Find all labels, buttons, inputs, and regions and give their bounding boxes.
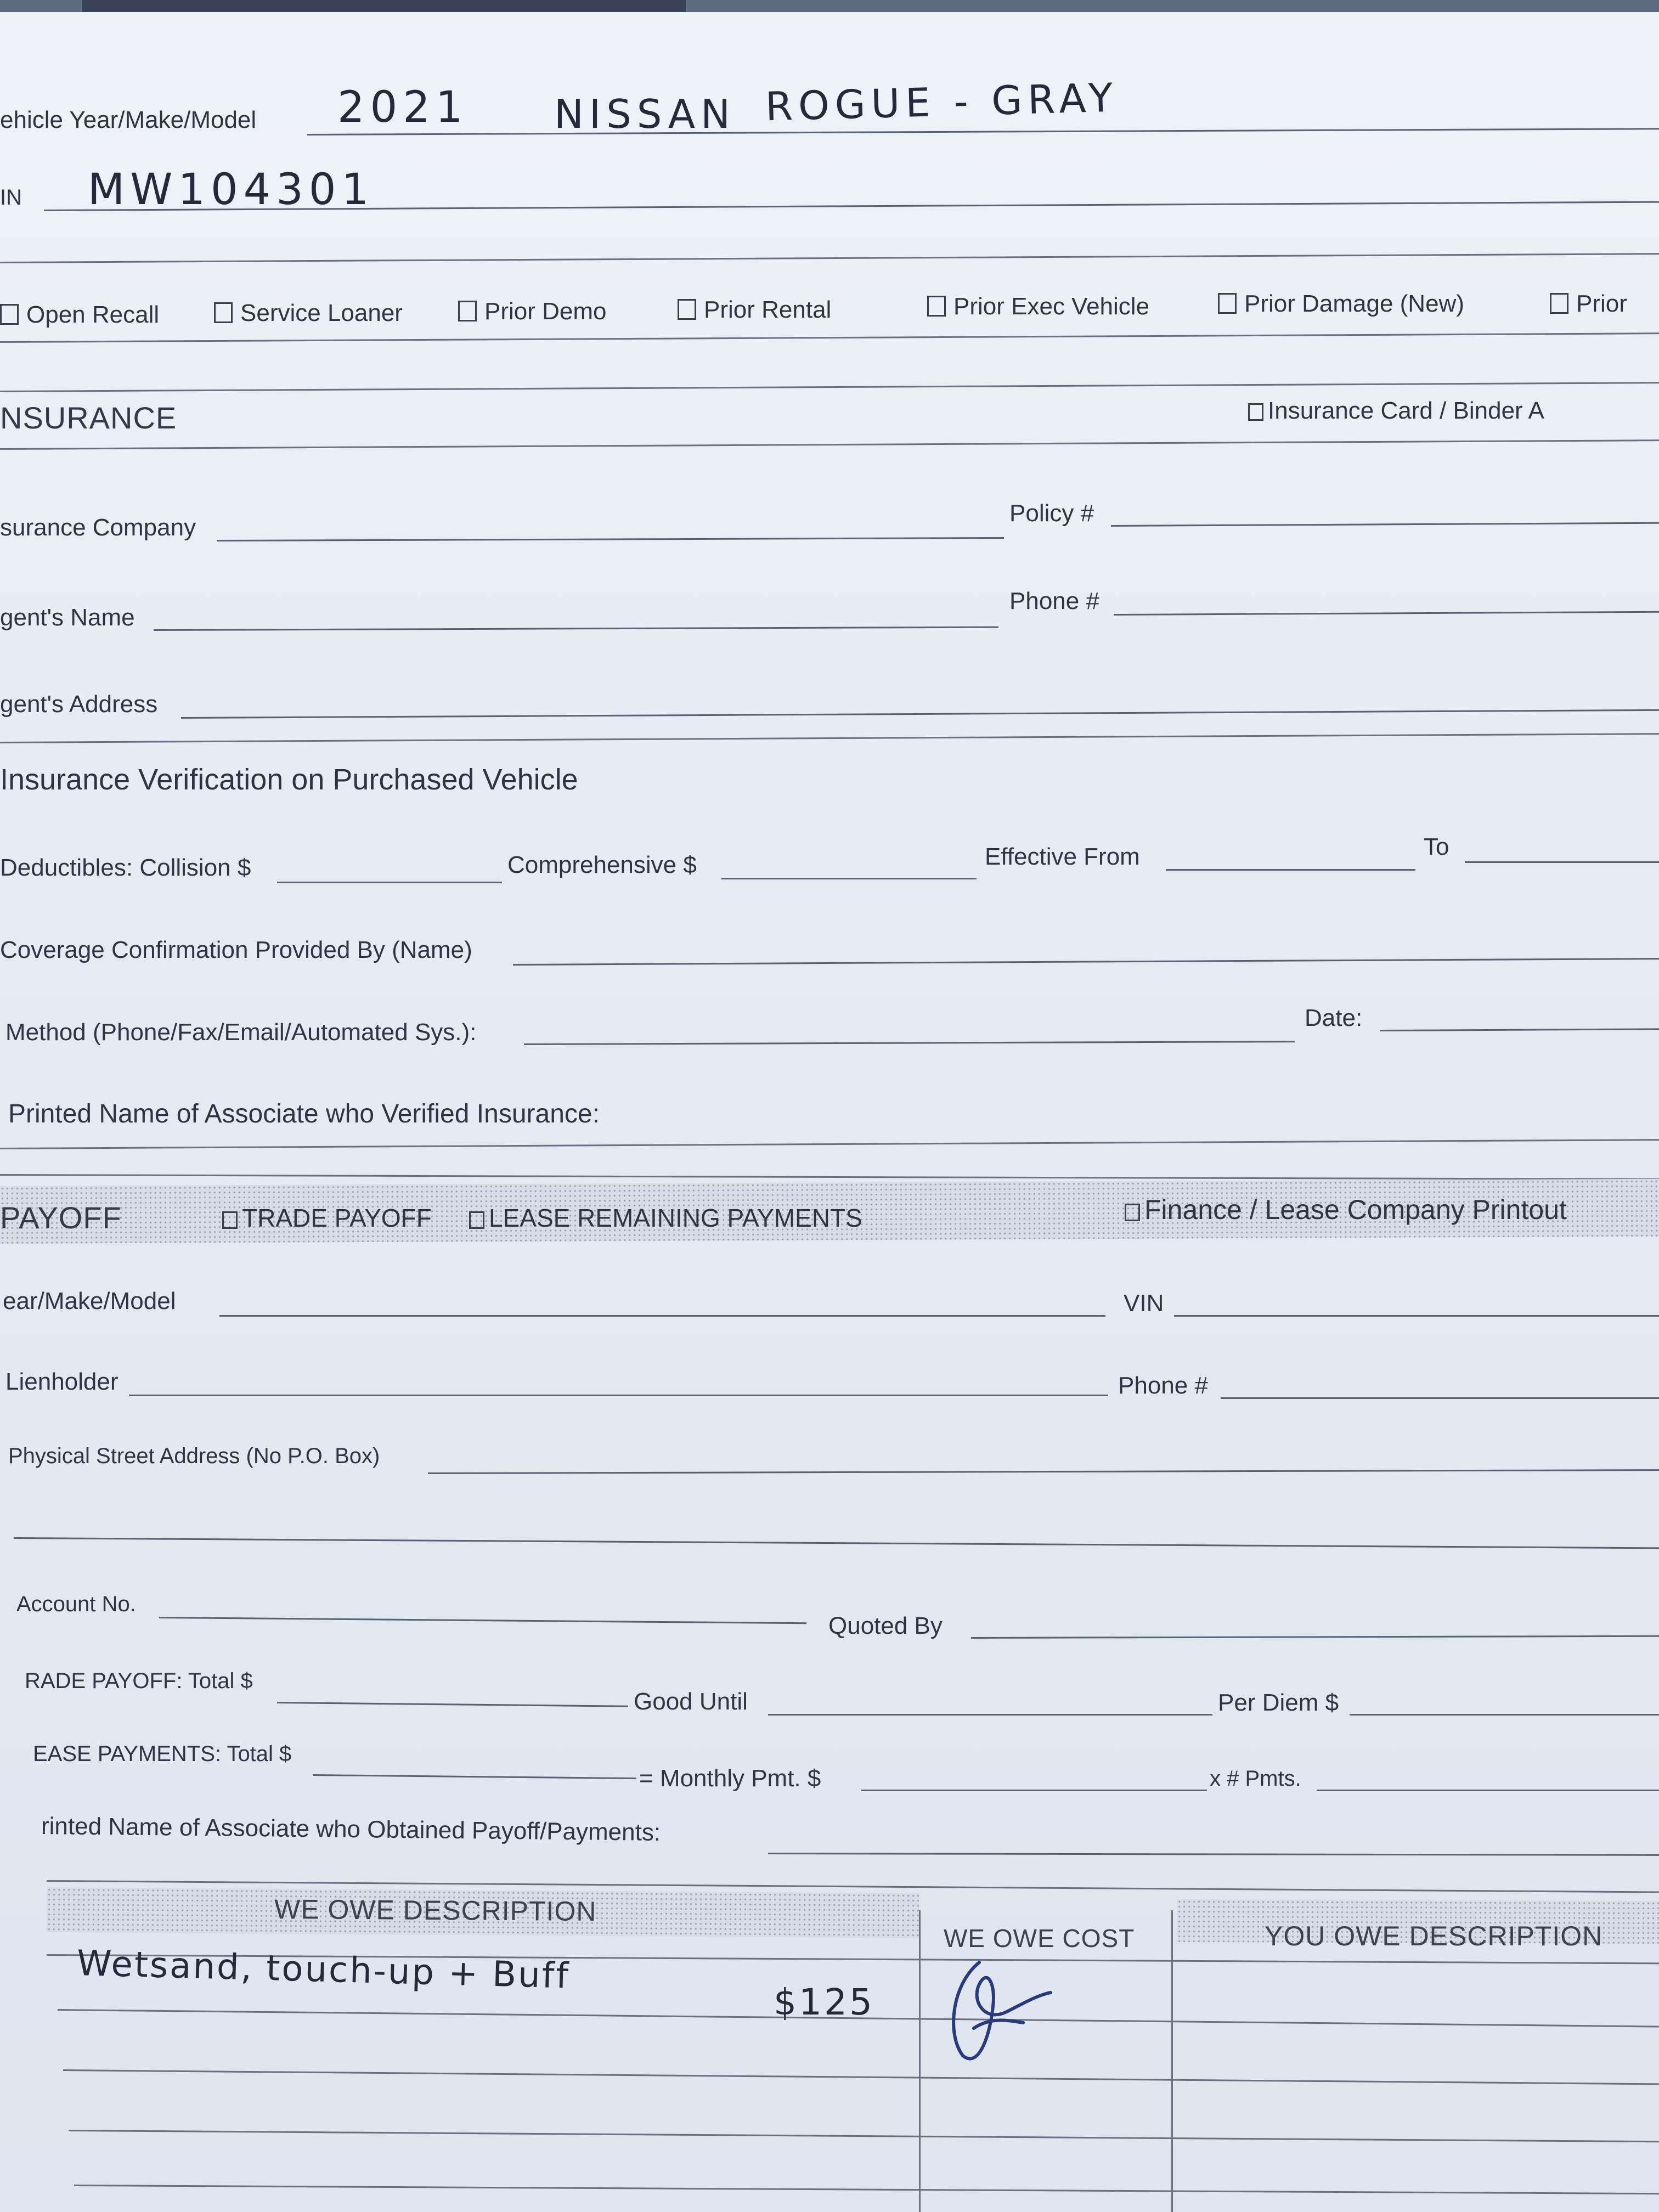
- we-owe-cost-header: WE OWE COST: [944, 1924, 1135, 1953]
- we-owe-cost-handwritten: $125: [774, 1981, 874, 2023]
- we-owe-description-handwritten: Wetsand, touch-up + Buff: [76, 1943, 571, 1997]
- lease-payments-total-label: EASE PAYMENTS: Total $: [33, 1742, 292, 1766]
- payoff-vin-line: [1174, 1315, 1659, 1317]
- checkbox-box[interactable]: [0, 304, 19, 325]
- lease-remaining-checkbox[interactable]: [469, 1205, 862, 1231]
- good-until-line: [768, 1714, 1212, 1716]
- checkbox-open-recall[interactable]: [0, 303, 159, 327]
- divider: [0, 1174, 1659, 1180]
- checkbox-box[interactable]: [458, 301, 477, 321]
- insurance-company-label: surance Company: [0, 514, 196, 541]
- good-until-label: Good Until: [634, 1688, 748, 1715]
- monthly-pmt-label: = Monthly Pmt. $: [639, 1765, 821, 1792]
- to-line: [1465, 861, 1659, 863]
- table-row-rule: [69, 2130, 1659, 2142]
- vehicle-model-handwritten: ROGUE - GRAY: [765, 74, 1119, 130]
- divider: [0, 382, 1659, 392]
- vehicle-ymm-label: ehicle Year/Make/Model: [0, 106, 257, 133]
- checkbox-label: Prior Damage (New): [1244, 290, 1464, 317]
- payoff-ymm-label: ear/Make/Model: [3, 1288, 176, 1314]
- vehicle-make-handwritten: NISSAN: [554, 91, 736, 137]
- vin-handwritten: MW104301: [88, 165, 375, 215]
- physical-address-line: [428, 1469, 1659, 1474]
- checkbox-prior[interactable]: [1550, 292, 1627, 316]
- table-column-divider: [1171, 1910, 1173, 2212]
- table-row-rule: [63, 2069, 1659, 2085]
- photo-edge-strip: [0, 0, 1659, 12]
- per-diem-line: [1350, 1714, 1659, 1716]
- checkbox-prior-damage[interactable]: [1218, 292, 1464, 316]
- policy-line: [1111, 522, 1659, 527]
- effective-from-line: [1166, 869, 1415, 871]
- checkbox-prior-rental[interactable]: [678, 298, 831, 322]
- payoff-ymm-line: [219, 1315, 1105, 1317]
- checkbox-box[interactable]: [1550, 293, 1568, 314]
- quoted-by-label: Quoted By: [828, 1612, 943, 1639]
- address-second-line: [14, 1537, 1659, 1549]
- divider: [0, 439, 1659, 450]
- insurance-header: NSURANCE: [0, 400, 177, 435]
- checkbox-label: Insurance Card / Binder A: [1268, 397, 1544, 424]
- lienholder-line: [129, 1395, 1108, 1396]
- you-owe-description-header: YOU OWE DESCRIPTION: [1265, 1921, 1603, 1951]
- divider: [0, 332, 1659, 343]
- to-label: To: [1424, 833, 1449, 860]
- account-no-line: [159, 1617, 806, 1624]
- insurance-card-checkbox[interactable]: [1248, 399, 1544, 423]
- agent-phone-line: [1114, 611, 1659, 616]
- photo-edge-shadow: [82, 0, 686, 12]
- agent-address-label: gent's Address: [0, 691, 158, 718]
- agent-phone-label: Phone #: [1009, 588, 1099, 614]
- checkbox-box[interactable]: [1218, 293, 1237, 314]
- physical-address-label: Physical Street Address (No P.O. Box): [8, 1444, 380, 1468]
- policy-label: Policy #: [1009, 500, 1094, 527]
- per-diem-label: Per Diem $: [1218, 1689, 1339, 1716]
- vehicle-year-handwritten: 2021: [337, 83, 469, 132]
- lienholder-phone-line: [1221, 1397, 1659, 1399]
- checkbox-box[interactable]: [222, 1211, 238, 1229]
- checkbox-box[interactable]: [1125, 1204, 1140, 1221]
- checkbox-box[interactable]: [927, 296, 946, 317]
- table-row-rule: [74, 2185, 1659, 2194]
- trade-payoff-total-line: [277, 1702, 628, 1707]
- obtained-associate-line: [768, 1853, 1659, 1856]
- method-label: Method (Phone/Fax/Email/Automated Sys.):: [5, 1019, 477, 1046]
- verified-associate-label: Printed Name of Associate who Verified Insurance:: [8, 1099, 600, 1128]
- divider: [0, 1139, 1659, 1149]
- vehicle-ymm-line: [307, 128, 1659, 136]
- quoted-by-line: [971, 1635, 1659, 1639]
- checkbox-label: Prior Demo: [484, 298, 607, 325]
- checkbox-box[interactable]: [678, 299, 696, 320]
- table-column-divider: [919, 1910, 921, 2212]
- comprehensive-line: [721, 878, 977, 879]
- num-pmts-label: x # Pmts.: [1210, 1767, 1301, 1791]
- initials-signature: [941, 1951, 1062, 2078]
- account-no-label: Account No.: [16, 1592, 136, 1616]
- we-owe-description-header: WE OWE DESCRIPTION: [274, 1893, 597, 1927]
- monthly-pmt-line: [861, 1790, 1207, 1791]
- trade-payoff-checkbox[interactable]: [222, 1205, 432, 1231]
- checkbox-label: LEASE REMAINING PAYMENTS: [489, 1204, 862, 1232]
- collision-line: [277, 882, 502, 883]
- effective-from-label: Effective From: [985, 843, 1140, 870]
- verification-title: Insurance Verification on Purchased Vehicle: [0, 763, 578, 796]
- divider: [0, 733, 1659, 743]
- lienholder-label: Lienholder: [5, 1368, 119, 1395]
- payoff-vin-label: VIN: [1124, 1290, 1164, 1317]
- checkbox-prior-demo[interactable]: [458, 300, 607, 324]
- agent-name-line: [154, 627, 998, 631]
- collision-label: Deductibles: Collision $: [0, 854, 251, 881]
- checkbox-label: Open Recall: [26, 301, 160, 328]
- checkbox-prior-exec-vehicle[interactable]: [927, 295, 1149, 319]
- divider: [0, 253, 1659, 263]
- date-label: Date:: [1305, 1005, 1363, 1031]
- checkbox-box[interactable]: [1248, 403, 1263, 421]
- checkbox-label: Finance / Lease Company Printout: [1144, 1194, 1567, 1225]
- finance-printout-checkbox[interactable]: [1125, 1196, 1567, 1223]
- checkbox-label: Prior Exec Vehicle: [953, 293, 1150, 320]
- checkbox-label: Prior Rental: [704, 296, 832, 323]
- checkbox-service-loaner[interactable]: [214, 301, 403, 325]
- trade-payoff-total-label: RADE PAYOFF: Total $: [25, 1669, 253, 1693]
- payoff-header: PAYOFF: [0, 1200, 122, 1235]
- checkbox-label: Service Loaner: [240, 300, 403, 326]
- num-pmts-line: [1317, 1790, 1659, 1791]
- vin-label: IN: [0, 185, 22, 210]
- checkbox-box[interactable]: [469, 1211, 484, 1229]
- agent-address-line: [181, 709, 1659, 719]
- checkbox-label: TRADE PAYOFF: [242, 1204, 432, 1232]
- date-line: [1380, 1028, 1659, 1031]
- method-line: [524, 1041, 1295, 1045]
- lienholder-phone-label: Phone #: [1118, 1372, 1208, 1399]
- form-sheet: [0, 12, 1659, 2212]
- agent-name-label: gent's Name: [0, 604, 135, 631]
- coverage-confirmation-label: Coverage Confirmation Provided By (Name): [0, 936, 472, 963]
- comprehensive-label: Comprehensive $: [507, 851, 697, 878]
- insurance-company-line: [217, 537, 1004, 541]
- checkbox-label: Prior: [1576, 290, 1627, 317]
- checkbox-box[interactable]: [214, 302, 233, 323]
- coverage-confirmation-line: [513, 958, 1659, 966]
- obtained-associate-label: rinted Name of Associate who Obtained Payoff/Payments:: [41, 1813, 661, 1846]
- lease-payments-total-line: [313, 1774, 636, 1779]
